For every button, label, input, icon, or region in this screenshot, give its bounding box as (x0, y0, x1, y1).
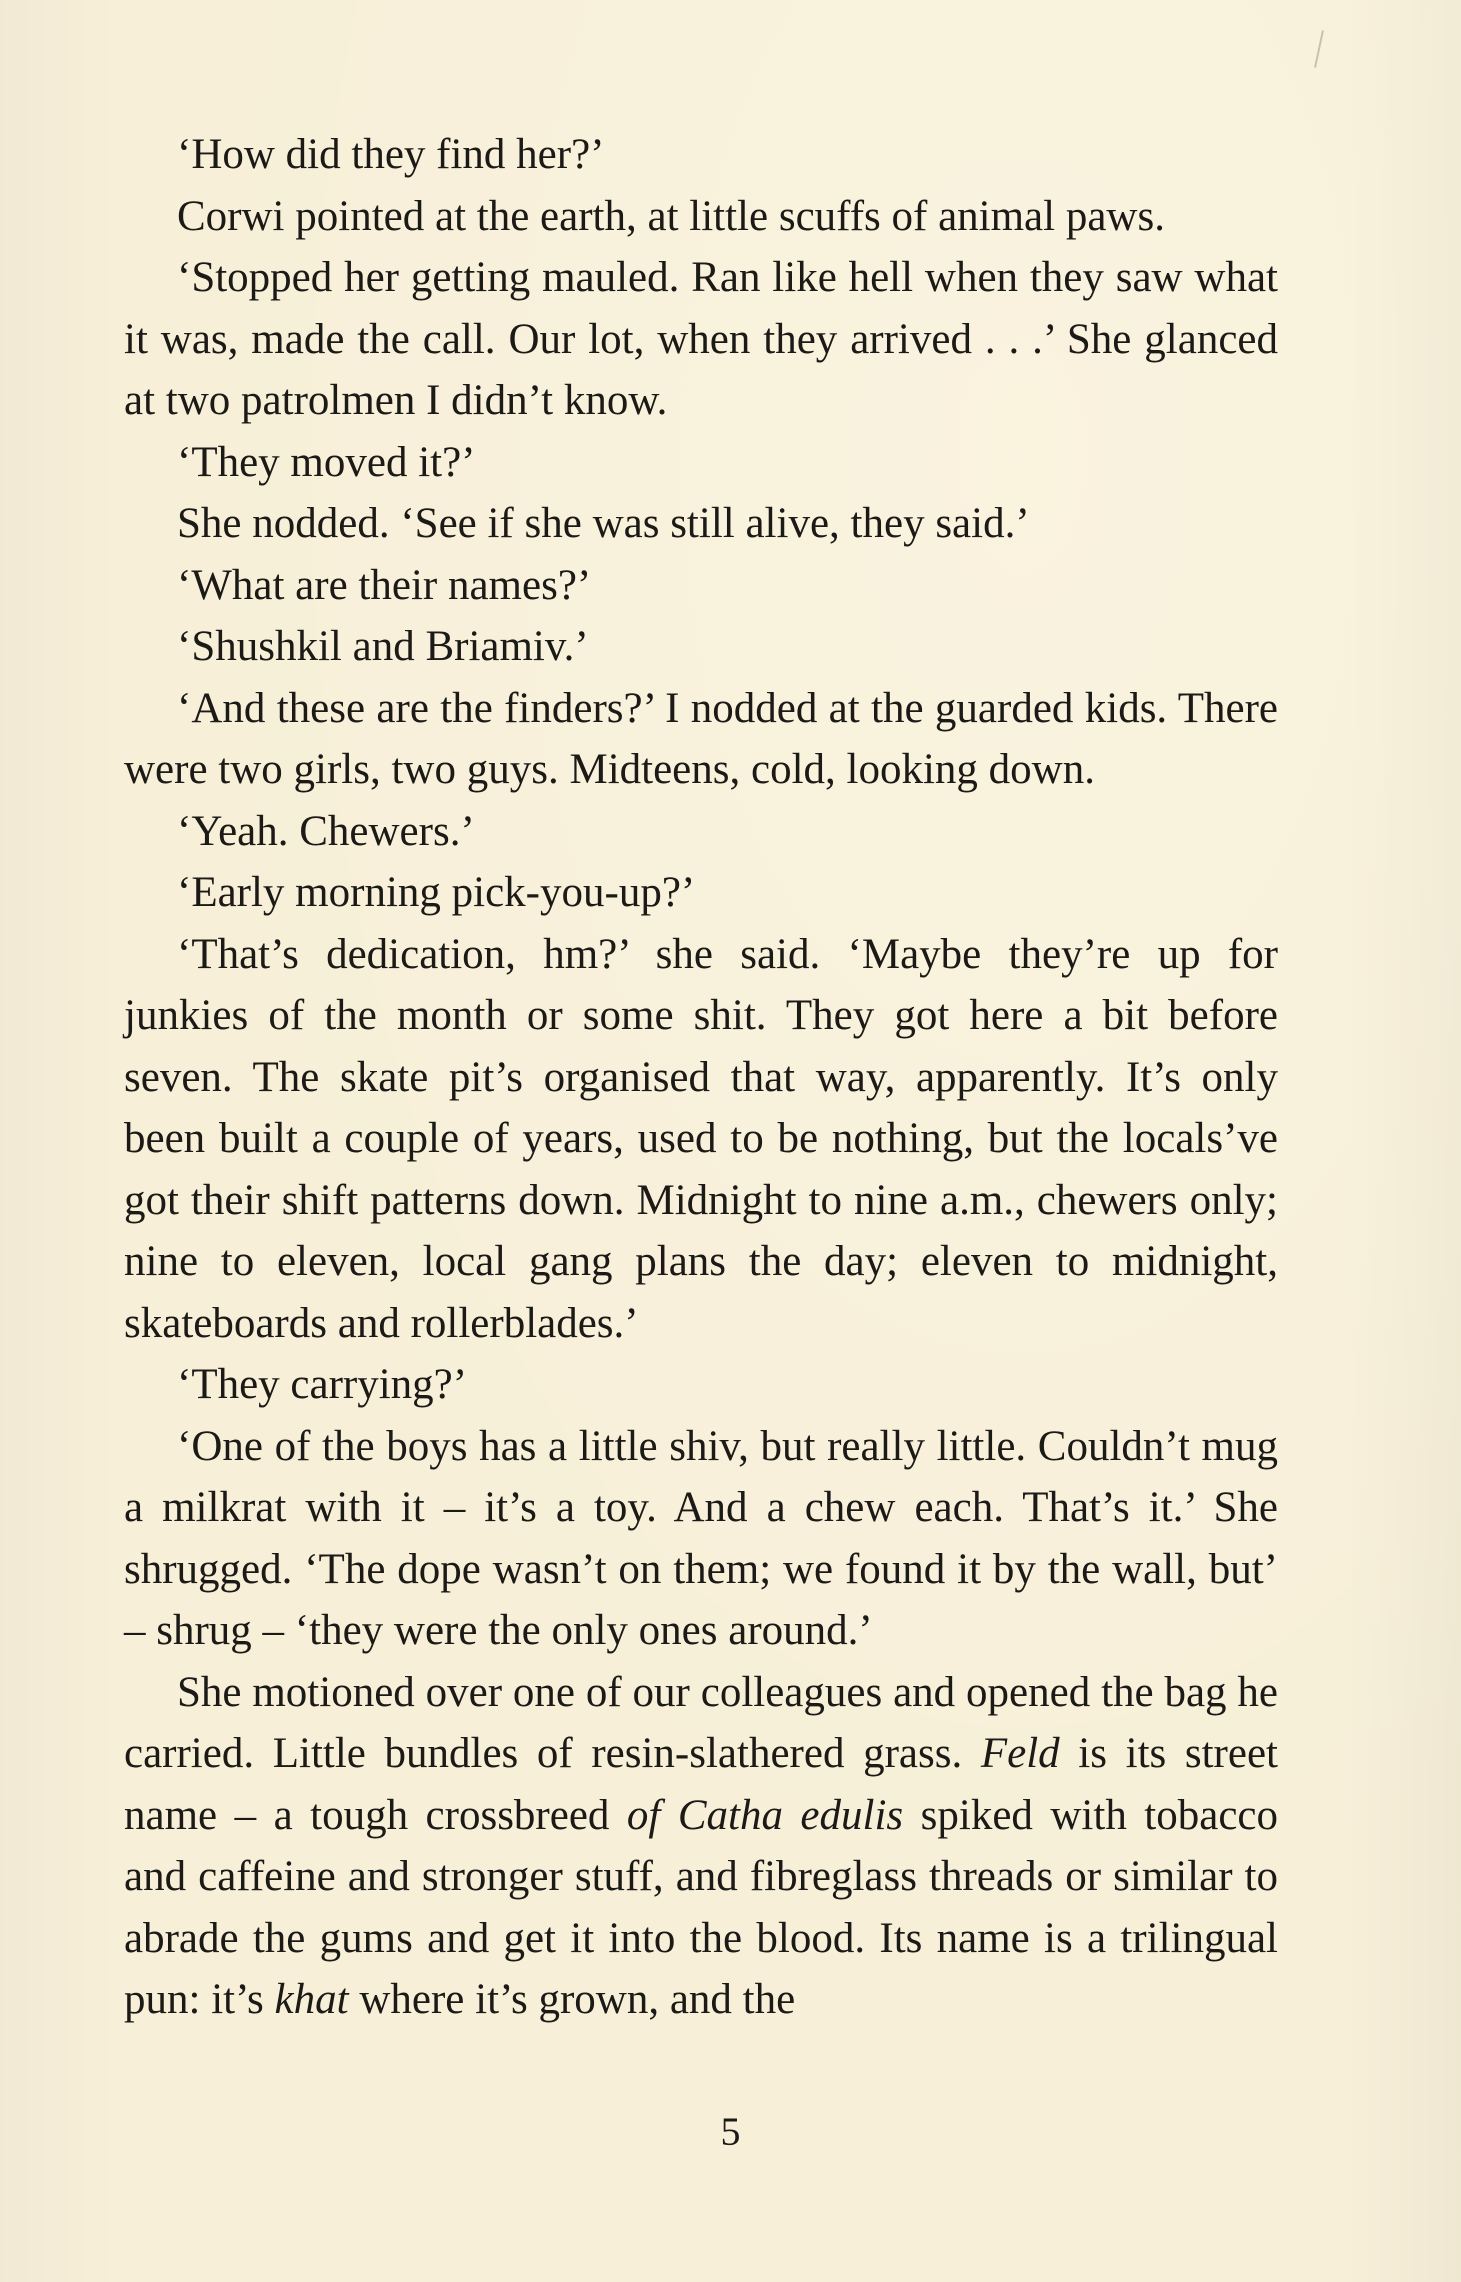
text-run: ‘And these are the finders?’ I nodded at the guarded kids. There were two girls, two guys. Midteens, cold, looking down. (124, 684, 1278, 793)
text-run: ‘How did they find her?’ (177, 131, 605, 178)
paragraph (124, 924, 1278, 1355)
paragraph (124, 247, 1278, 432)
text-run: where it’s grown, and the (348, 1976, 796, 2023)
text-run: ‘One of the boys has a little shiv, but really little. Couldn’t mug a milkrat with it – it’s a toy. And a chew each. That’s it.’ She shrugged. ‘The dope wasn’t on them; we found it by the wall, but’ – shrug – ‘they were the only ones around.’ (124, 1422, 1278, 1654)
text-run: She motioned over one of our colleagues and opened the bag he carried. Little bundles of resin-slathered grass. (124, 1668, 1278, 1777)
printing-mark (1314, 30, 1324, 68)
text-run: ‘They moved it?’ (177, 438, 476, 486)
text-run: ‘Shushkil and Briamiv.’ (177, 623, 589, 670)
paragraph (124, 124, 1278, 186)
text-run: ‘Early morning pick-you-up?’ (177, 869, 696, 916)
paragraph (124, 1662, 1278, 2031)
paragraph (124, 555, 1278, 617)
paragraph (124, 862, 1278, 924)
paragraph (124, 1416, 1278, 1662)
text-run: ‘Yeah. Chewers.’ (177, 807, 475, 855)
text-run: ‘They carrying?’ (177, 1361, 468, 1408)
text-run: Corwi pointed at the earth, at little scuffs of animal paws. (177, 192, 1165, 240)
body-text (124, 124, 1278, 2031)
paragraph (124, 493, 1278, 555)
page-number: 5 (720, 2109, 741, 2154)
text-run: is its street name – a tough crossbreed (124, 1730, 1278, 1839)
text-run: ‘Stopped her getting mauled. Ran like hell when they saw what it was, made the call. Our lot, when they arrived . . .’ She glanced at two patrolmen I didn’t know. (124, 254, 1278, 424)
italic-text: khat (274, 1976, 349, 2023)
paragraph (124, 678, 1278, 801)
text-run: She nodded. ‘See if she was still alive, they said.’ (177, 500, 1030, 547)
paragraph (124, 1354, 1278, 1416)
text-run: spiked with tobacco and caffeine and stronger stuff, and fibreglass threads or similar to abrade the gums and get it into the blood. Its name is a trilingual pun: it’s (124, 1791, 1279, 2023)
text-run: ‘That’s dedication, hm?’ she said. ‘Maybe they’re up for junkies of the month or some shit. They got here a bit before seven. The skate pit’s organised that way, apparently. It’s only been built a couple of years, used to be nothing, but the locals’ve got their shift patterns down. Midnight to nine a.m., chewers only; nine to eleven, local gang plans the day; eleven to midnight, skateboards and rollerblades.’ (124, 930, 1278, 1347)
italic-text: of Catha edulis (626, 1791, 904, 1839)
paragraph (124, 801, 1278, 863)
paragraph (124, 616, 1278, 678)
paragraph (124, 432, 1278, 494)
paragraph (124, 186, 1278, 248)
text-run: ‘What are their names?’ (177, 561, 592, 609)
italic-text: Feld (980, 1730, 1060, 1777)
